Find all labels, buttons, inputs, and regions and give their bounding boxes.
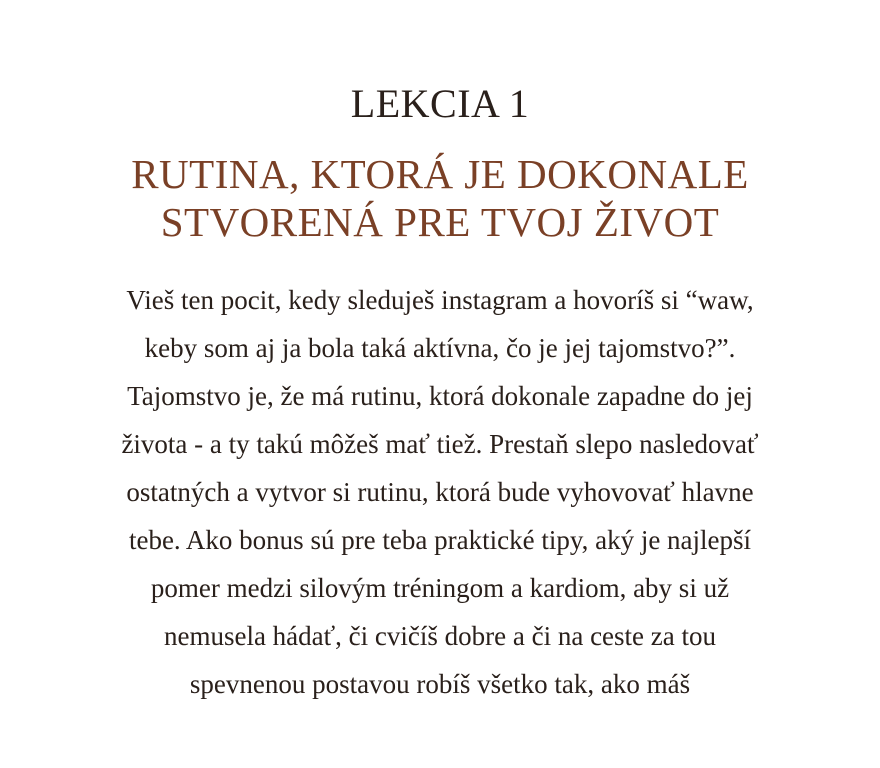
lesson-number-label: LEKCIA 1 xyxy=(350,81,530,126)
lesson-description xyxy=(40,276,840,708)
lesson-description-line-7: pomer medzi silovým tréningom a kardiom, aby si už xyxy=(150,573,730,603)
lesson-description-line-8: nemusela hádať, či cvičíš dobre a či na ceste za tou xyxy=(163,621,717,651)
lesson-title xyxy=(0,150,880,246)
lesson-title-line-1: RUTINA, KTORÁ JE DOKONALE xyxy=(131,151,749,197)
lesson-description-line-4: života - a ty takú môžeš mať tiež. Prestaň slepo nasledovať xyxy=(121,429,759,459)
lesson-description-line-9: spevnenou postavou robíš všetko tak, ako máš xyxy=(189,669,691,699)
lesson-description-line-6: tebe. Ako bonus sú pre teba praktické tipy, aký je najlepší xyxy=(128,525,752,555)
lesson-description-line-3: Tajomstvo je, že má rutinu, ktorá dokonale zapadne do jej xyxy=(127,381,753,411)
lesson-description-line-5: ostatných a vytvor si rutinu, ktorá bude vyhovovať hlavne xyxy=(126,477,754,507)
lesson-description-line-2: keby som aj ja bola taká aktívna, čo je jej tajomstvo?”. xyxy=(144,333,736,363)
lesson-title-line-2: STVORENÁ PRE TVOJ ŽIVOT xyxy=(160,199,720,245)
lesson-description-line-1: Vieš ten pocit, kedy sleduješ instagram a hovoríš si “waw, xyxy=(126,285,754,315)
